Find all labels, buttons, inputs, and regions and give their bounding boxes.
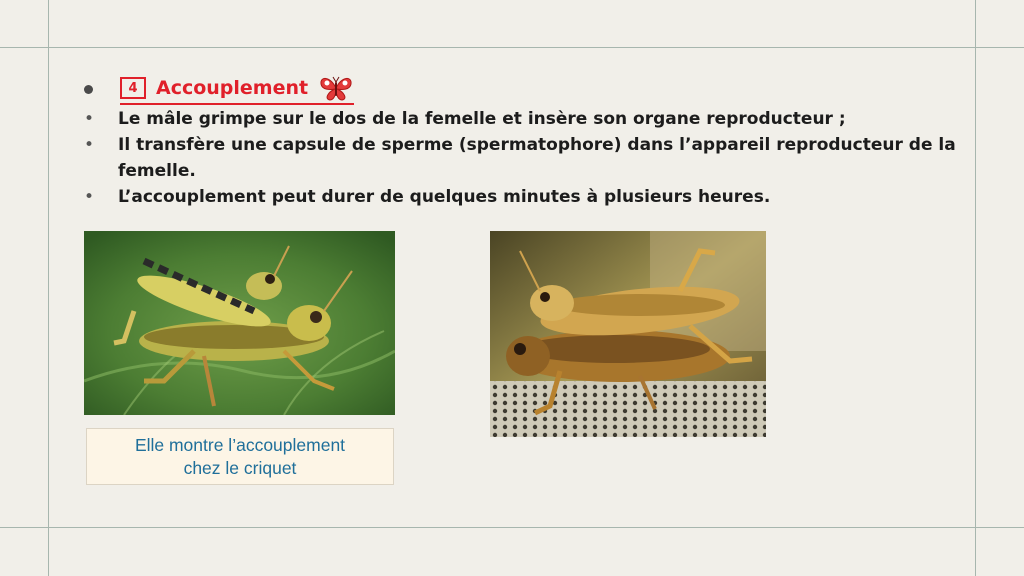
bullet-mark: • xyxy=(84,187,95,207)
bullet-text: Il transfère une capsule de sperme (spermatophore) dans l’appareil reproducteur de la femelle. xyxy=(118,135,956,181)
frame-line-top xyxy=(0,47,1024,48)
frame-line-bottom xyxy=(0,527,1024,528)
caption-line-1: Elle montre l’accouplement xyxy=(134,434,346,455)
section-heading xyxy=(120,74,354,105)
bullet-mark: • xyxy=(84,135,95,155)
bullet-item xyxy=(84,106,964,132)
frame-line-right xyxy=(975,0,976,576)
bullet-text: Le mâle grimpe sur le dos de la femelle et insère son organe reproducteur ; xyxy=(118,109,846,129)
heading-row xyxy=(84,72,309,102)
bullet-item xyxy=(84,132,964,184)
bullet-text: L’accouplement peut durer de quelques minutes à plusieurs heures. xyxy=(118,187,771,207)
caption-line-2: chez le criquet xyxy=(183,457,297,478)
bullet-item xyxy=(84,184,964,210)
section-number: 4 xyxy=(120,77,146,99)
bullet-mark: • xyxy=(84,109,95,129)
photo-caption xyxy=(86,428,394,485)
photo-locusts-mesh xyxy=(490,231,766,437)
section-title: Accouplement xyxy=(156,77,309,99)
heading-bullet xyxy=(84,85,93,94)
photo-grasshoppers-leaf xyxy=(84,231,395,415)
frame-line-left xyxy=(48,0,49,576)
bullet-list xyxy=(84,106,964,210)
butterfly-icon xyxy=(318,74,354,102)
